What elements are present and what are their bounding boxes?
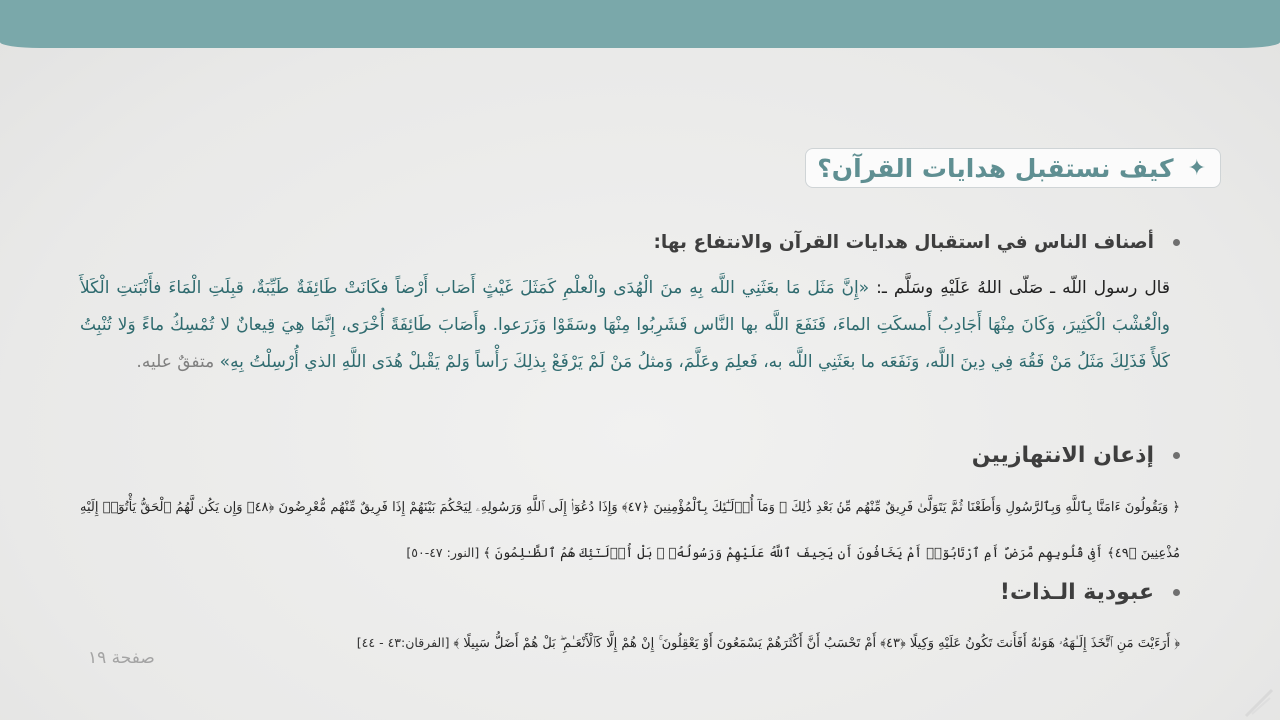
section-heading-categories: أصناف الناس في استقبال هدايات القرآن والانتفاع بها:	[653, 232, 1154, 253]
bullet-dot-icon	[1173, 239, 1180, 246]
ayah-text-nur: ﴿ وَيَقُولُونَ ءَامَنَّا بِٱللَّهِ وَبِٱلرَّسُولِ وَأَطَعْنَا ثُمَّ يَتَوَلَّىٰ فَرِيقٌ مِّنْهُم مِّنۢ بَعْدِ ذَٰلِكَ ۚ وَمَآ أُو۟لَـٰٓئِكَ بِٱلْمُؤْمِنِينَ ﴿٤٧﴾ وَإِذَا دُعُوٓا۟ إِلَى ٱللَّهِ وَرَسُولِهِۦ لِيَحْكُمَ بَيْنَهُمْ إِذَا فَرِيقٌ مِّنْهُم مُّعْرِضُونَ ﴿٤٨﴾ وَإِن يَكُن لَّهُمُ ٱلْحَقُّ يَأْتُوٓا۟ إِلَيْهِ مُذْعِنِينَ ﴿٤٩﴾ أَفِى قُلُوبِهِم مَّرَضٌ أَمِ ٱرْتَابُوٓا۟ أَمْ يَخَافُونَ أَن يَحِيفَ ٱللَّهُ عَلَيْهِمْ وَرَسُولُهُۥ ۚ بَلْ أُو۟لَـٰٓئِكَ هُمُ ٱلظَّـٰلِمُونَ ﴾	[80, 500, 1181, 561]
slide-title: كيف نستقبل هدايات القرآن؟	[817, 153, 1174, 183]
bullet-dot-icon	[1173, 589, 1180, 596]
hadith-intro: قال رسول اللّه ـ صَلّى اللهُ عَلَيْهِ وسَلَّم ـ:	[869, 278, 1170, 298]
ayah-block-nur	[80, 485, 1180, 576]
corner-feather-icon	[1242, 684, 1276, 718]
hadith-source: متفقٌ عليه.	[136, 352, 220, 372]
top-header-band	[0, 0, 1280, 48]
hadith-text: «إِنَّ مَثَل مَا بعَثَنِي اللَّه بِهِ منَ الْهُدَى والْعلْمِ كَمَثَلَ غَيْثٍ أَصَاب أَرْضاً فكَانَتْ طَائِفَةٌ طَيِّبَةٌ، قبِلَتِ الْمَاءَ فأَنْبَتتِ الْكَلأَ والْعُشْبَ الْكَثِيرَ، وَكَانَ مِنْهَا أَجَادِبُ أَمسكَتِ الماءَ، فَنَفَعَ اللَّه بها النَّاس فَشَرِبُوا مِنْهَا وسَقَوْا وَزَرَعوا. وأَصَابَ طَائِفَةً أُخْرَى، إِنَّمَا هِيَ قِيعانٌ لا تُمْسِكُ ماءً وَلا تُنْبِتُ كَلأً فَذَلِكَ مَثَلُ مَنْ فَقُهَ فِي دِينَ اللَّه، وَنَفَعَه ما بعَثَنِي اللَّه به، فَعلِمَ وعَلَّمَ، وَمثلُ مَنْ لَمْ يَرْفَعْ بِذلِكَ رَأْساً وَلمْ يَقْبلْ هُدَى اللَّهِ الذي أُرْسِلْتُ بِهِ»	[80, 278, 1170, 372]
section-bullet-categories	[654, 232, 1181, 253]
sparkle-icon: ✦	[1187, 155, 1206, 181]
ayah-block-furqan	[230, 620, 1180, 666]
ayah-ref-furqan: [الفرقان:٤٣ - ٤٤]	[356, 635, 454, 650]
ayah-ref-nur: [النور: ٤٧-٥٠]	[406, 545, 484, 560]
hadith-paragraph	[80, 270, 1170, 381]
section-heading-opportunists: إذعان الانتهازيين	[971, 443, 1154, 468]
page-number: صفحة ١٩	[88, 648, 155, 668]
bullet-dot-icon	[1173, 452, 1180, 459]
slide-title-box	[805, 148, 1221, 188]
ayah-text-furqan: ﴿ أَرَءَيْتَ مَنِ ٱتَّخَذَ إِلَـٰهَهُۥ هَوَىٰهُ أَفَأَنتَ تَكُونُ عَلَيْهِ وَكِيلًا ﴿٤٣﴾ أَمْ تَحْسَبُ أَنَّ أَكْثَرَهُمْ يَسْمَعُونَ أَوْ يَعْقِلُونَ ۚ إِنْ هُمْ إِلَّا كَٱلْأَنْعَـٰمِ ۖ بَلْ هُمْ أَضَلُّ سَبِيلًا ﴾	[453, 636, 1180, 651]
section-heading-self-worship: عبودية الـذات!	[999, 580, 1154, 605]
section-bullet-opportunists	[972, 443, 1180, 468]
section-bullet-self-worship	[1000, 580, 1180, 605]
